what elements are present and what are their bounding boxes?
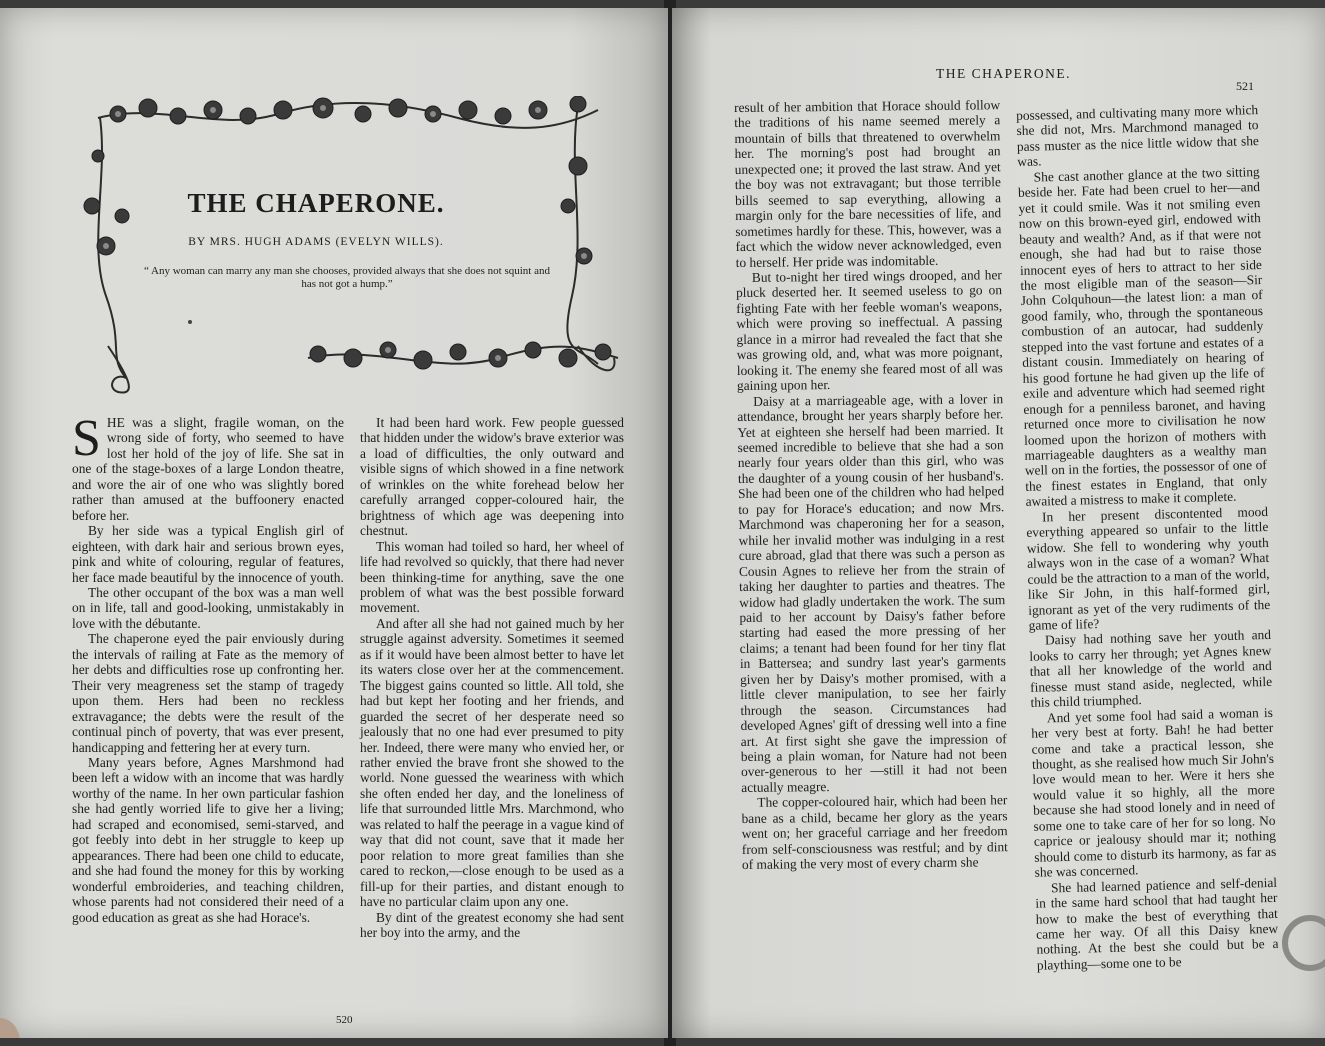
paragraph: This woman had toiled so hard, her wheel of life had revolved so quickly, that there had never been thinking-time for anything, save the one problem of what was the best possible forward movement.	[360, 538, 624, 616]
paragraph: In her present discontented mood everything appeared so unfair to the little widow. She fell to wondering why youth always won in the case of a woman? What could be the attraction to a man of the world, like Sir John, in this half-formed girl, ignorant as yet of the very rudiments of the game of life?	[1026, 503, 1271, 633]
paragraph: She had learned patience and self-denial in the same hard school that had taught her how to make the best of everything that came her way. Of all this Daisy knew nothing. At the best she could but be a plaything—some one to be	[1035, 874, 1279, 973]
paragraph: And after all she had not gained much by her struggle against adversity. Sometimes it seemed as if it would have been almost better to have let its waters close over her at the commencement. The biggest gains counted so little. All told, she had but kept her footing and her friends, and guarded the secret of her desperate need so jealously that no one had ever presumed to pity her. Indeed, there were many who envied her, or rather envied the brave front she showed to the world. None guessed the weariness with which she often ended her day, and the loneliness of life that surrounded little Mrs. Marchmond, who was related to half the peerage in a vague kind of way that did not count, save that it made her poor relation to more great families than she cared to reckon,—close enough to be used as a fill-up for their parties, and distant enough to have no particular claim upon any one.	[360, 615, 624, 910]
article-byline: BY MRS. HUGH ADAMS (EVELYN WILLS).	[188, 236, 444, 248]
page-number-left: 520	[336, 1014, 353, 1026]
paragraph: By her side was a typical English girl of eighteen, with dark hair and serious brown eyes, pink and white of colouring, regular of features, her face made beautiful by the innocence of youth.	[72, 523, 344, 585]
left-column-1	[72, 410, 344, 925]
right-column-2	[1016, 102, 1279, 973]
paragraph: Many years before, Agnes Marshmond had been left a widow with an income that was hardly worthy of the name. In her own particular fashion she had gently worried life to give her a living; had scraped and economised, semi-starved, and got feebly into debt in her struggle to keep up appearances. There had been one child to educate, and she had found the money for this by working wonderful embroideries, and teaching children, whose parents had not considered their need of a good education as great as she had Horace's.	[72, 754, 344, 925]
paragraph: Daisy had nothing save her youth and looks to carry her through; yet Agnes knew that all her knowledge of the world and finesse must stand aside, neglected, while this child triumphed.	[1029, 627, 1273, 711]
left-page	[0, 8, 668, 1038]
article-epigraph: “ Any woman can marry any man she chooses, provided always that she does not squint and has not got a hump.”	[144, 265, 550, 290]
paragraph: The other occupant of the box was a man well on in life, tall and good-looking, unmistakably in love with the débutante.	[72, 584, 344, 631]
paragraph: result of her ambition that Horace should follow the traditions of his name seemed merely a mountain of bills that threatened to overwhelm her. The morning's post had brought an unexpected one; it proved the last straw. And yet the boy was not extravagant; but those terrible bills seemed to sap everything, allowing a margin only for the bare necessities of life, and sometimes hardly for these. This, however, was a fact which the widow never acknowledged, even to herself. Her pride was indomitable.	[734, 97, 1002, 270]
left-column-2	[360, 415, 624, 940]
paragraph: possessed, and cultivating many more which she did not, Mrs. Marchmond managed to pass muster as the nice little widow that she was.	[1016, 102, 1260, 170]
right-column-1	[734, 97, 1008, 872]
paragraph: But to-night her tired wings drooped, and her pluck deserted her. It seemed useless to go on fighting Fate with her feeble woman's weapons, which were proving so ineffectual. A passing glance in a mirror had revealed the fact that she was growing old, and, what was more poignant, looking it. The enemy she feared most of all was gaining upon her.	[735, 267, 1003, 394]
thumb	[0, 1018, 20, 1038]
paragraph: She cast another glance at the two sitting beside her. Fate had been cruel to her—and yet it could smile. Was it not smiling even now on this brown-eyed girl, endowed with beauty and wealth? And, as if that were not enough, she had had but to raise those innocent eyes of hers to attract to her side the most eligible man of the season—Sir John Colquhoun—the latest lion: a man of good family, who, through the spontaneous combustion of an autocar, had suddenly stepped into the vast fortune and estates of a distant cousin. Immediately on hearing of his good fortune he had given up the life of exile and adventure which had seemed right enough for a penniless baronet, and having returned once more to civilisation he now loomed upon the horizon of mothers with marriageable daughters as a wealthy man well on in the forties, the possessor of one of the finest estates in England, that only awaited a mistress to make it complete.	[1017, 163, 1268, 510]
ornament-dot	[188, 320, 192, 324]
paragraph: SHE was a slight, fragile woman, on the wrong side of forty, who seemed to have lost her hold of the joy of life. She sat in one of the stage-boxes of a large London theatre, and wore the air of one who was slightly bored rather than amused at the buffoonery enacted before her.	[72, 410, 344, 523]
drop-cap: S	[72, 410, 101, 467]
paragraph: The copper-coloured hair, which had been her bane as a child, became her glory as the years went on; her graceful carriage and her freedom from self-consciousness was restful; and by dint of making the very most of every charm she	[741, 792, 1008, 873]
paragraph: The chaperone eyed the pair enviously during the intervals of railing at Fate as the memory of her debts and difficulties rose up confronting her. Their very meagreness set the stamp of tragedy upon them. Hers had been no reckless extravagance; the debts were the result of the continual pinch of poverty, that was ever present, handicapping and fettering her at every turn.	[72, 631, 344, 755]
page-number-right: 521	[1236, 79, 1254, 93]
running-head: THE CHAPERONE.	[936, 66, 1071, 81]
paragraph: By dint of the greatest economy she had sent her boy into the army, and the	[360, 909, 624, 940]
paragraph: It had been hard work. Few people guessed that hidden under the widow's brave exterior was a load of difficulties, the only outward and visible signs of which showed in a fine network of wrinkles on the white forehead below her carefully arranged copper-coloured hair, the brightness of which age was deepening into chestnut.	[360, 415, 624, 539]
paragraph: And yet some fool had said a woman is her very best at forty. Bah! he had better come and take a practical lesson, she thought, as she realised how much Sir John's love would mean to her. Were it hers she would value it so highly, all the more because she had stood lonely and in need of some one to take care of her for so long. No caprice or jealousy should mar it; nothing should come to disturb its harmony, as far as she was concerned.	[1031, 704, 1277, 880]
article-title: THE CHAPERONE.	[187, 188, 445, 218]
paragraph: Daisy at a marriageable age, with a lover in attendance, brought her years sharply before her. Yet at eighteen she herself had been married. It seemed incredible to believe that she had a son nearly four years older than this girl, who was the daughter of a young cousin of her husband's. She had been one of the children who had helped to pay for Horace's education; and now Mrs. Marchmond was chaperoning her for a season, while her invalid mother was indulging in a rest cure abroad, glad that there was such a person as Cousin Agnes to relieve her from the strain of taking her daughter to parties and theatres. The widow had gladly undertaken the work. The sum paid to her account by Daisy's father before starting had eased the more pressing of her claims; a tenant had been found for her tiny flat in Battersea; and sundry last year's garments given her by Daisy's mother promised, with a little clever manipulation, to see her fairly through the season. Circumstances had developed Agnes' gift of dressing well into a fine art. At first sight she gave the impression of being a plain woman, for Nature had not been over-generous to her —still it had not been actually meagre.	[737, 390, 1008, 795]
